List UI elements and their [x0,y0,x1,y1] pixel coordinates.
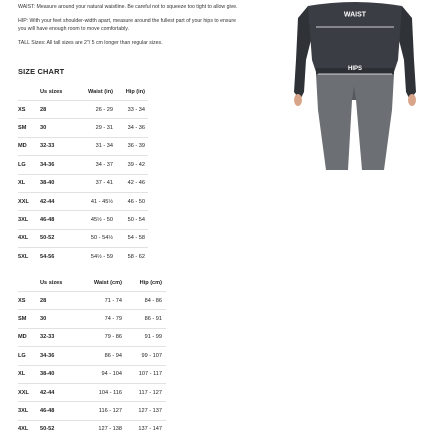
us-size: 34-36 [40,156,66,174]
inches-table-body [18,101,148,266]
table-row [18,328,166,346]
table-row [18,310,166,328]
table-row [18,420,166,438]
us-size: 28 [40,101,66,119]
us-size: 32-33 [40,328,66,346]
size-label: XS [18,101,40,119]
us-size: 54-56 [40,248,66,266]
model-figure [290,0,420,170]
table-row [18,229,148,247]
us-size: 34-36 [40,347,66,365]
size-label: LG [18,347,40,365]
size-label: 4XL [18,420,40,438]
waist-value: 71 - 74 [66,292,128,310]
waist-value: 116 - 127 [66,402,128,420]
us-size: 50-52 [40,420,66,438]
table-row [18,402,166,420]
table-row [18,101,148,119]
size-label: 5XL [18,248,40,266]
size-label: MD [18,137,40,155]
size-table-inches [18,84,148,266]
size-label: 3XL [18,211,40,229]
column-header-size [18,84,40,101]
size-label: MD [18,328,40,346]
hip-value: 42 - 46 [117,174,148,192]
table-row [18,292,166,310]
table-row [18,383,166,401]
table-header-row [18,275,166,292]
waist-value: 79 - 86 [66,328,128,346]
hip-value: 117 - 127 [128,383,166,401]
waist-value: 54½ - 59 [66,248,117,266]
waist-label: WAIST [344,12,367,19]
size-label: XL [18,174,40,192]
hip-value: 58 - 62 [117,248,148,266]
hip-value: 127 - 137 [128,402,166,420]
waist-value: 29 - 31 [66,119,117,137]
us-size: 32-33 [40,137,66,155]
column-header-hip: Hip (cm) [128,275,166,292]
table-row [18,156,148,174]
size-label: 4XL [18,229,40,247]
us-size: 42-44 [40,192,66,210]
hip-value: 107 - 117 [128,365,166,383]
waist-value: 127 - 138 [66,420,128,438]
hip-value: 84 - 86 [128,292,166,310]
table-row [18,137,148,155]
measurement-notes [18,4,240,54]
column-header-waist: Waist (in) [66,84,117,101]
column-header-size [18,275,40,292]
hip-value: 33 - 34 [117,101,148,119]
table-row [18,365,166,383]
table-row [18,211,148,229]
hip-value: 46 - 50 [117,192,148,210]
waist-value: 41 - 45½ [66,192,117,210]
hip-value: 86 - 91 [128,310,166,328]
waist-value: 50 - 54½ [66,229,117,247]
size-table-cm [18,275,166,438]
hip-value: 99 - 107 [128,347,166,365]
waist-value: 26 - 29 [66,101,117,119]
waist-note: WAIST: Measure around your natural waistline. Be careful not to squeeze too tight to allow give. [18,4,240,12]
table-row [18,248,148,266]
column-header-waist: Waist (cm) [66,275,128,292]
hips-label: HIPS [348,66,362,72]
hip-value: 91 - 99 [128,328,166,346]
hip-value: 137 - 147 [128,420,166,438]
size-label: XXL [18,383,40,401]
hip-value: 34 - 36 [117,119,148,137]
us-size: 38-40 [40,174,66,192]
column-header-hip: Hip (in) [117,84,148,101]
waist-value: 86 - 94 [66,347,128,365]
waist-value: 34 - 37 [66,156,117,174]
hip-value: 36 - 39 [117,137,148,155]
us-size: 46-48 [40,402,66,420]
waist-value: 37 - 41 [66,174,117,192]
size-chart-heading: SIZE CHART [18,67,64,76]
waist-value: 45½ - 50 [66,211,117,229]
hip-value: 54 - 58 [117,229,148,247]
size-label: 3XL [18,402,40,420]
us-size: 42-44 [40,383,66,401]
us-size: 50-52 [40,229,66,247]
size-label: SM [18,310,40,328]
cm-table-body [18,292,166,438]
model-illustration [290,0,420,170]
tall-note: TALL Sizes: All tall sizes are 2"/ 5 cm longer than regular sizes. [18,40,240,48]
hip-value: 50 - 54 [117,211,148,229]
us-size: 46-48 [40,211,66,229]
waist-value: 74 - 79 [66,310,128,328]
size-label: LG [18,156,40,174]
us-size: 30 [40,119,66,137]
waist-value: 94 - 104 [66,365,128,383]
waist-value: 104 - 116 [66,383,128,401]
table-header-row [18,84,148,101]
table-row [18,119,148,137]
hip-value: 39 - 42 [117,156,148,174]
hip-note: HIP: With your feet shoulder-width apart, measure around the fullest part of your hips to ensure you will have enough room to move comfortably. [18,18,240,33]
us-size: 38-40 [40,365,66,383]
us-size: 28 [40,292,66,310]
size-label: XL [18,365,40,383]
size-label: XS [18,292,40,310]
waist-value: 31 - 34 [66,137,117,155]
table-row [18,192,148,210]
table-row [18,174,148,192]
column-header-us-sizes: Us sizes [40,84,66,101]
size-label: SM [18,119,40,137]
table-row [18,347,166,365]
us-size: 30 [40,310,66,328]
column-header-us-sizes: Us sizes [40,275,66,292]
size-label: XXL [18,192,40,210]
